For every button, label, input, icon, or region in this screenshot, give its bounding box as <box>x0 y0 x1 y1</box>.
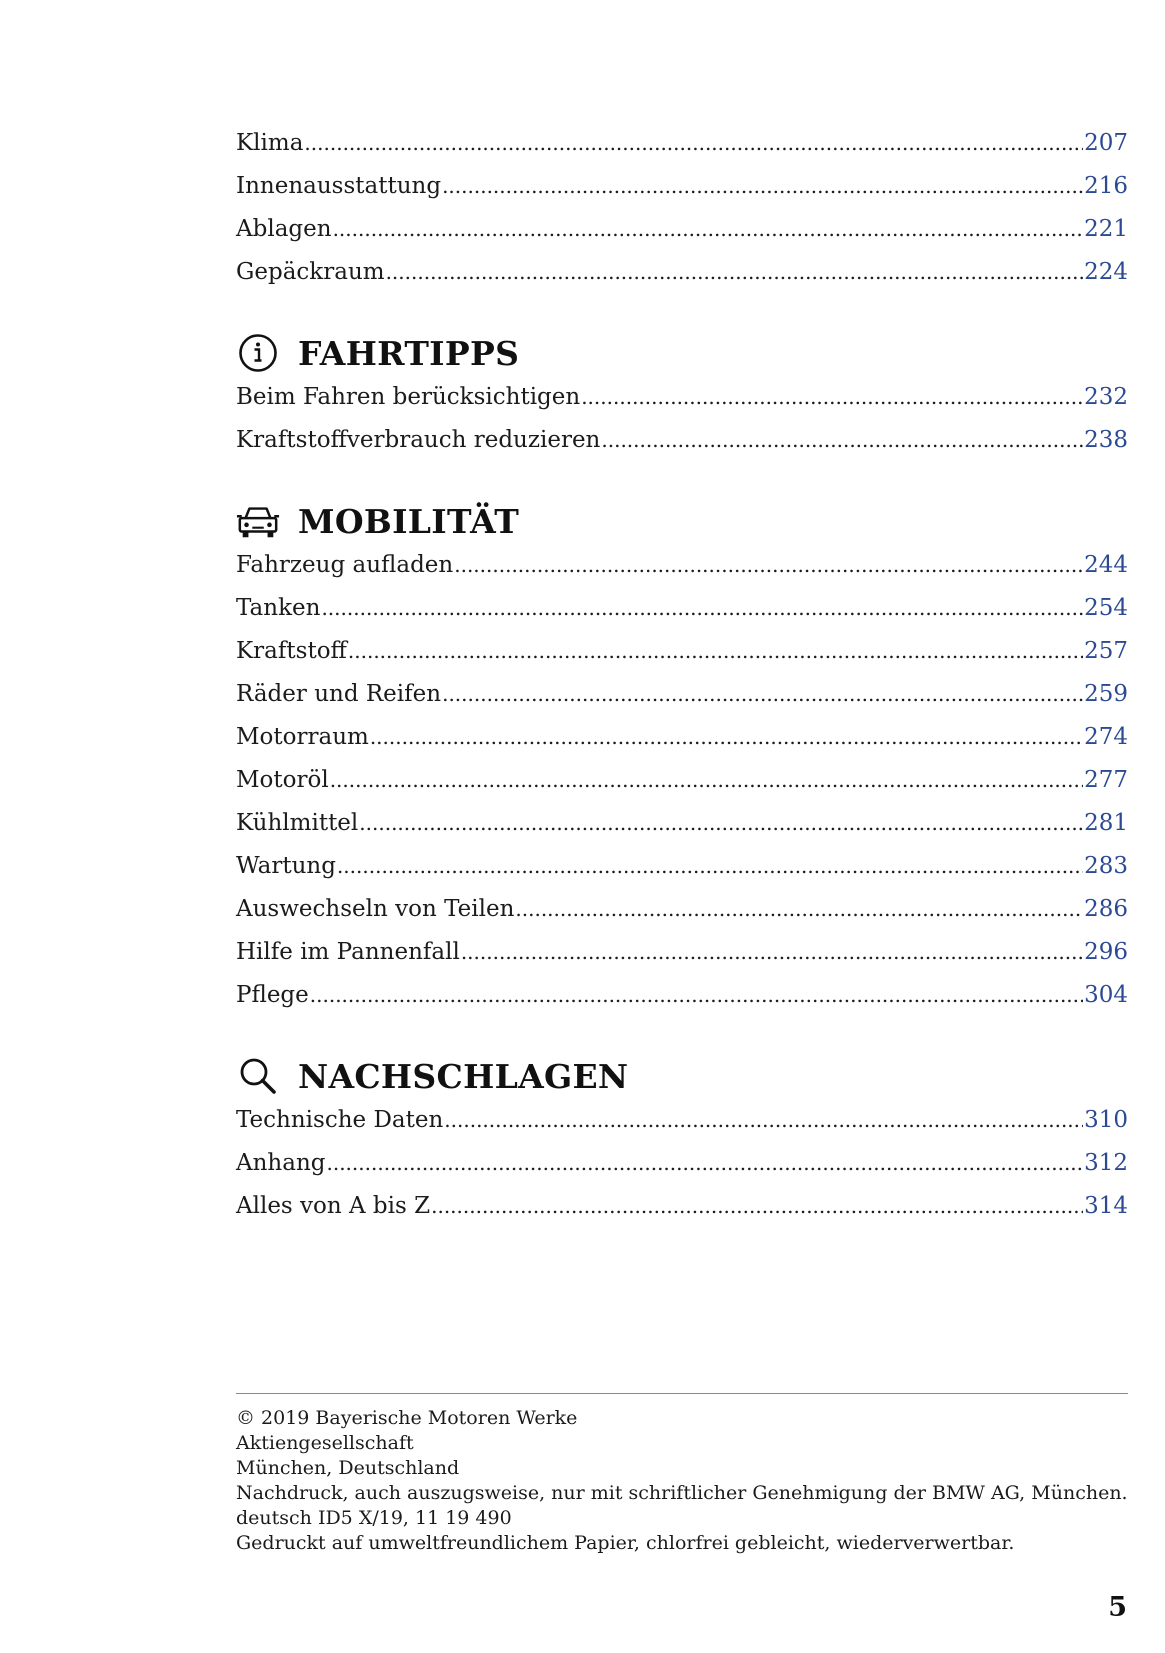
toc-leader-dots <box>359 810 1083 836</box>
toc-entry-page[interactable]: 274 <box>1084 724 1128 750</box>
toc-leader-dots <box>337 853 1083 879</box>
toc-entry-label: Motorraum <box>236 724 369 750</box>
copyright-line: © 2019 Bayerische Motoren Werke <box>236 1407 578 1429</box>
section-heading <box>236 328 1128 378</box>
toc-entry[interactable] <box>236 982 1128 1025</box>
toc-entry-page[interactable]: 283 <box>1084 853 1128 879</box>
toc-entry[interactable] <box>236 552 1128 595</box>
toc-entry-page[interactable]: 238 <box>1084 427 1128 453</box>
toc-entry[interactable] <box>236 1193 1128 1236</box>
toc-entry-label: Wartung <box>236 853 336 879</box>
toc-entry[interactable] <box>236 595 1128 638</box>
toc-entry-page[interactable]: 310 <box>1084 1107 1128 1133</box>
toc-entry-page[interactable]: 224 <box>1084 259 1128 285</box>
toc-entry-page[interactable]: 312 <box>1084 1150 1128 1176</box>
toc-entry-label: Kraftstoff <box>236 638 347 664</box>
location-line: München, Deutschland <box>236 1457 460 1479</box>
toc-entry-page[interactable]: 277 <box>1084 767 1128 793</box>
search-icon <box>236 1054 280 1098</box>
toc-entry-page[interactable]: 216 <box>1084 173 1128 199</box>
toc-entry[interactable] <box>236 810 1128 853</box>
toc-leader-dots <box>304 130 1083 156</box>
section-title: NACHSCHLAGEN <box>298 1056 629 1096</box>
toc-entry-label: Anhang <box>236 1150 326 1176</box>
toc-leader-dots <box>386 259 1084 285</box>
toc-leader-dots <box>370 724 1083 750</box>
toc-entry[interactable] <box>236 896 1128 939</box>
toc-entry-label: Beim Fahren berücksichtigen <box>236 384 581 410</box>
toc-entry-page[interactable]: 244 <box>1084 552 1128 578</box>
toc-entry-page[interactable]: 254 <box>1084 595 1128 621</box>
toc-entry-label: Pflege <box>236 982 309 1008</box>
toc-entry[interactable] <box>236 259 1128 302</box>
toc-entry[interactable] <box>236 1107 1128 1150</box>
toc-entry-page[interactable]: 296 <box>1084 939 1128 965</box>
toc-entry[interactable] <box>236 427 1128 470</box>
toc-entry-page[interactable]: 221 <box>1084 216 1128 242</box>
toc-entry[interactable] <box>236 681 1128 724</box>
toc-leader-dots <box>442 681 1083 707</box>
toc-section-fahrtipps <box>236 328 1128 470</box>
toc-entry[interactable] <box>236 173 1128 216</box>
toc-leader-dots <box>348 638 1083 664</box>
paper-notice: Gedruckt auf umweltfreundlichem Papier, chlorfrei gebleicht, wiederverwertbar. <box>236 1532 1015 1554</box>
toc-entry-label: Technische Daten <box>236 1107 444 1133</box>
toc-leader-dots <box>442 173 1083 199</box>
page-number: 5 <box>1108 1592 1127 1623</box>
toc-entry-label: Fahrzeug aufladen <box>236 552 454 578</box>
toc-leader-dots <box>321 595 1083 621</box>
toc-entry[interactable] <box>236 130 1128 173</box>
imprint-footer <box>236 1393 1128 1556</box>
section-title: MOBILITÄT <box>298 501 520 541</box>
toc-leader-dots <box>601 427 1083 453</box>
toc-entry[interactable] <box>236 384 1128 427</box>
section-heading <box>236 1051 1128 1101</box>
toc-entry-label: Räder und Reifen <box>236 681 442 707</box>
toc-entry-label: Kühlmittel <box>236 810 359 836</box>
toc-entry-label: Innenausstattung <box>236 173 442 199</box>
toc-leader-dots <box>515 896 1083 922</box>
toc-entry-label: Gepäckraum <box>236 259 385 285</box>
car-icon <box>236 499 280 543</box>
toc-entry[interactable] <box>236 853 1128 896</box>
toc-leader-dots <box>454 552 1083 578</box>
toc-entry[interactable] <box>236 1150 1128 1193</box>
section-title: FAHRTIPPS <box>298 333 520 373</box>
toc-entry-page[interactable]: 257 <box>1084 638 1128 664</box>
section-heading <box>236 496 1128 546</box>
toc-entry-label: Kraftstoffverbrauch reduzieren <box>236 427 601 453</box>
toc-entry[interactable] <box>236 724 1128 767</box>
toc-entry[interactable] <box>236 638 1128 681</box>
toc-entry-page[interactable]: 286 <box>1084 896 1128 922</box>
toc-entry[interactable] <box>236 216 1128 259</box>
toc-entry-label: Motoröl <box>236 767 329 793</box>
toc-entry-page[interactable]: 259 <box>1084 681 1128 707</box>
toc-section-nachschlagen <box>236 1051 1128 1236</box>
toc-leader-dots <box>310 982 1083 1008</box>
toc-leader-dots <box>333 216 1084 242</box>
toc-entry-label: Hilfe im Pannenfall <box>236 939 460 965</box>
toc-entry-label: Auswechseln von Teilen <box>236 896 515 922</box>
toc-leader-dots <box>581 384 1083 410</box>
toc-entry-page[interactable]: 207 <box>1084 130 1128 156</box>
toc-section-mobilitaet <box>236 496 1128 1025</box>
toc-leader-dots <box>444 1107 1083 1133</box>
toc-entry[interactable] <box>236 939 1128 982</box>
toc-leader-dots <box>461 939 1083 965</box>
toc-leader-dots <box>330 767 1083 793</box>
edition-line: deutsch ID5 X/19, 11 19 490 <box>236 1507 512 1529</box>
toc-leader-dots <box>431 1193 1083 1219</box>
info-circle-icon <box>236 331 280 375</box>
toc-entry-label: Tanken <box>236 595 321 621</box>
toc-entry-label: Ablagen <box>236 216 332 242</box>
company-line: Aktiengesellschaft <box>236 1432 414 1454</box>
table-of-contents <box>236 130 1128 1236</box>
toc-entry[interactable] <box>236 767 1128 810</box>
toc-entry-page[interactable]: 304 <box>1084 982 1128 1008</box>
toc-group-top <box>236 130 1128 302</box>
toc-entry-page[interactable]: 281 <box>1084 810 1128 836</box>
toc-entry-label: Klima <box>236 130 304 156</box>
toc-entry-label: Alles von A bis Z <box>236 1193 431 1219</box>
reprint-notice: Nachdruck, auch auszugsweise, nur mit schriftlicher Genehmigung der BMW AG, München. <box>236 1482 1128 1504</box>
toc-entry-page[interactable]: 232 <box>1084 384 1128 410</box>
toc-entry-page[interactable]: 314 <box>1084 1193 1128 1219</box>
toc-leader-dots <box>326 1150 1083 1176</box>
